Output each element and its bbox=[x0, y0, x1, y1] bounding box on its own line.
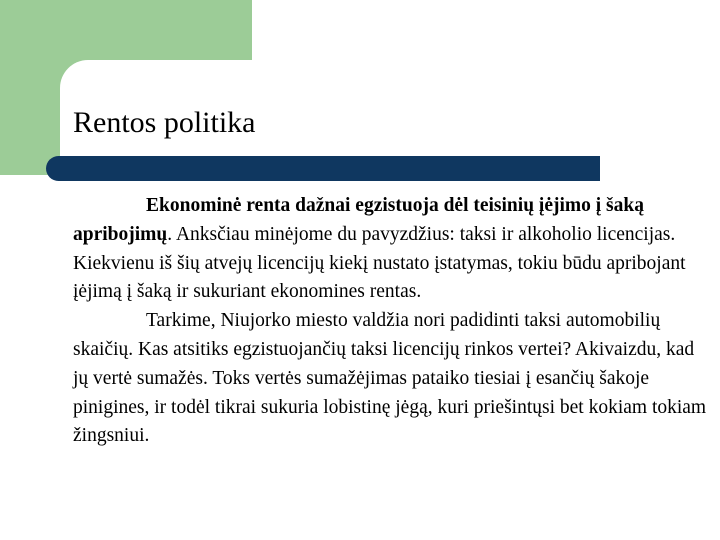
paragraph-2: Tarkime, Niujorko miesto valdžia nori padidinti taksi automobilių skaičių. Kas atsitiks egzistuojančių taksi licencijų rinkos vertei? Akivaizdu, kad jų vertė sumažės. Toks vertės sumažėjimas pataiko tiesiai į esančių šakoje pinigines, ir todėl tikrai sukuria lobistinę jėgą, kuri priešintųsi bet kokiam tokiam žingsniui. bbox=[73, 310, 707, 447]
slide-body bbox=[73, 192, 713, 451]
paragraph-1-bold-text: Ekonominė renta dažnai egzistuoja dėl teisinių įėjimo į šaką apribojimų bbox=[73, 195, 644, 245]
paragraph-1 bbox=[73, 192, 713, 307]
slide-title: Rentos politika bbox=[73, 106, 256, 139]
title-underline-bar bbox=[46, 156, 600, 181]
paragraph-1-text: . Anksčiau minėjome du pavyzdžius: taksi ir alkoholio licencijas. Kiekvienu iš šių atvejų licencijų kiekį nustato įstatymas, tokiu būdu apribojant įėjimą į šaką ir sukuriant ekonomines rentas. bbox=[73, 223, 686, 303]
